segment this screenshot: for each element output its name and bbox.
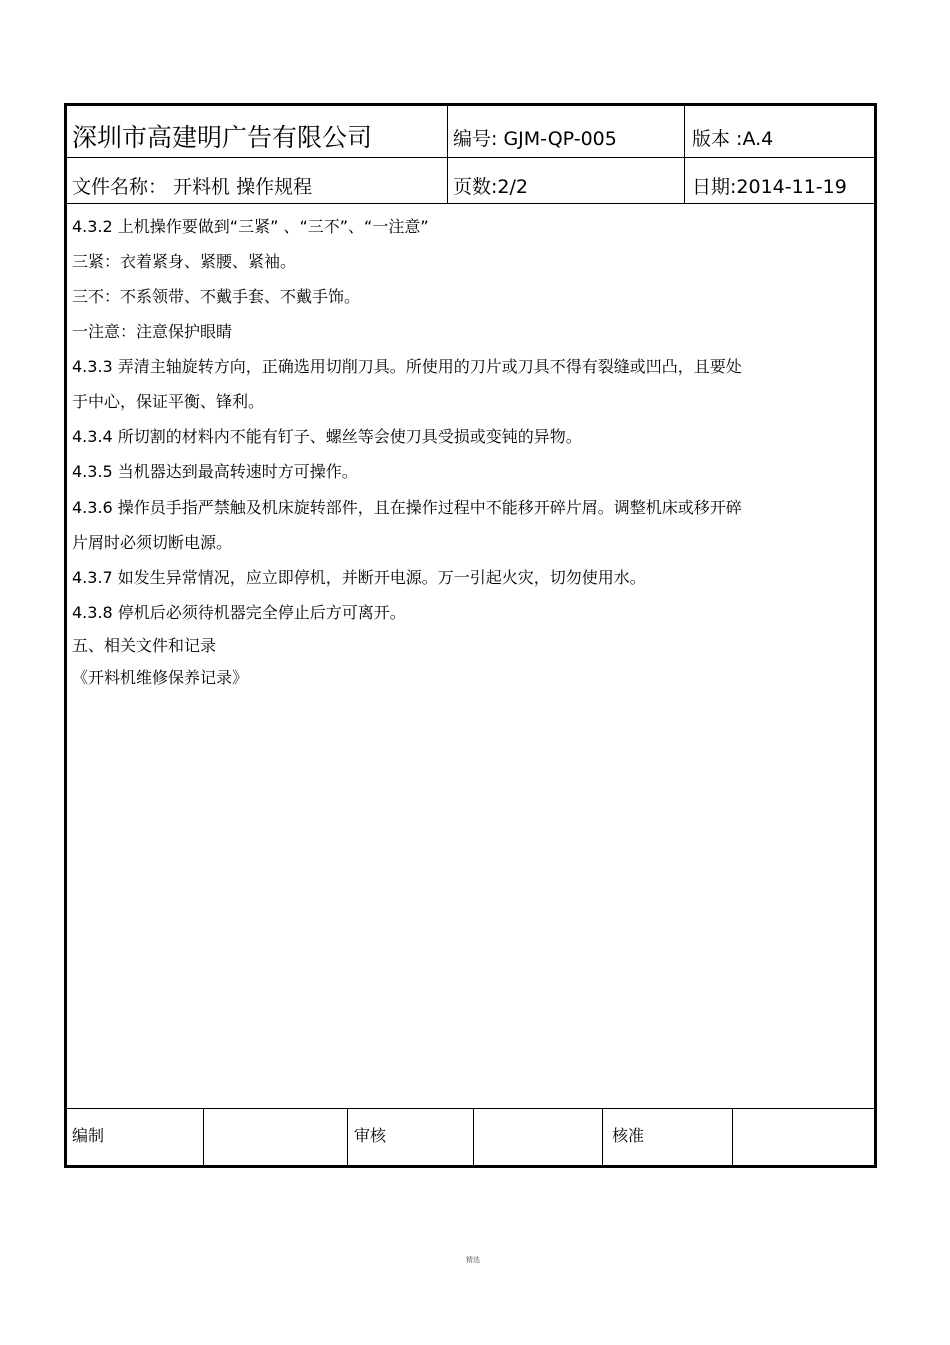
reviewed-label: 审核 <box>354 1126 387 1145</box>
company-name: 深圳市高建明广告有限公司 <box>72 123 373 152</box>
footer-mark: 精选 <box>466 1256 480 1264</box>
file-name: 文件名称： 开料机 操作规程 <box>72 176 313 198</box>
body-line: 4.3.5 当机器达到最高转速时方可操作。 <box>72 462 358 481</box>
body-line: 4.3.6 操作员手指严禁触及机床旋转部件，且在操作过程中不能移开碎片屑。调整机床或移开碎 <box>72 498 742 517</box>
signoff-col-divider-5 <box>732 1108 733 1166</box>
body-line: 4.3.7 如发生异常情况，应立即停机，并断开电源。万一引起火灾，切勿使用水。 <box>72 568 646 587</box>
header-col-divider-2 <box>684 106 685 203</box>
body-line: 4.3.2 上机操作要做到“三紧” 、“三不”、“一注意” <box>72 217 429 236</box>
body-line: 一注意：注意保护眼睛 <box>72 322 233 341</box>
header-col-divider-1 <box>447 106 448 203</box>
signoff-divider <box>67 1108 874 1109</box>
signoff-col-divider-1 <box>203 1108 204 1166</box>
document-frame <box>64 103 877 1168</box>
page-count: 页数:2/2 <box>453 176 528 198</box>
section-heading: 五、相关文件和记录 <box>72 636 217 655</box>
approved-label: 核准 <box>612 1126 645 1145</box>
body-line: 4.3.4 所切割的材料内不能有钉子、螺丝等会使刀具受损或变钝的异物。 <box>72 427 582 446</box>
body-line: 片屑时必须切断电源。 <box>72 533 233 552</box>
header-divider-1 <box>67 157 874 158</box>
signoff-col-divider-2 <box>347 1108 348 1166</box>
doc-date: 日期:2014-11-19 <box>692 176 847 198</box>
body-line: 4.3.8 停机后必须待机器完全停止后方可离开。 <box>72 603 406 622</box>
signoff-col-divider-4 <box>602 1108 603 1166</box>
record-reference: 《开料机维修保养记录》 <box>72 668 249 687</box>
signoff-col-divider-3 <box>473 1108 474 1166</box>
body-line: 于中心，保证平衡、锋利。 <box>72 392 265 411</box>
body-line: 三紧：衣着紧身、紧腰、紧袖。 <box>72 252 297 271</box>
doc-version: 版本 :A.4 <box>692 128 774 150</box>
header-divider-2 <box>67 203 874 204</box>
prepared-label: 编制 <box>72 1126 105 1145</box>
body-line: 三不：不系领带、不戴手套、不戴手饰。 <box>72 287 361 306</box>
body-line: 4.3.3 弄清主轴旋转方向，正确选用切削刀具。所使用的刀片或刀具不得有裂缝或凹凸，且要处 <box>72 357 742 376</box>
doc-code: 编号: GJM-QP-005 <box>453 128 617 150</box>
